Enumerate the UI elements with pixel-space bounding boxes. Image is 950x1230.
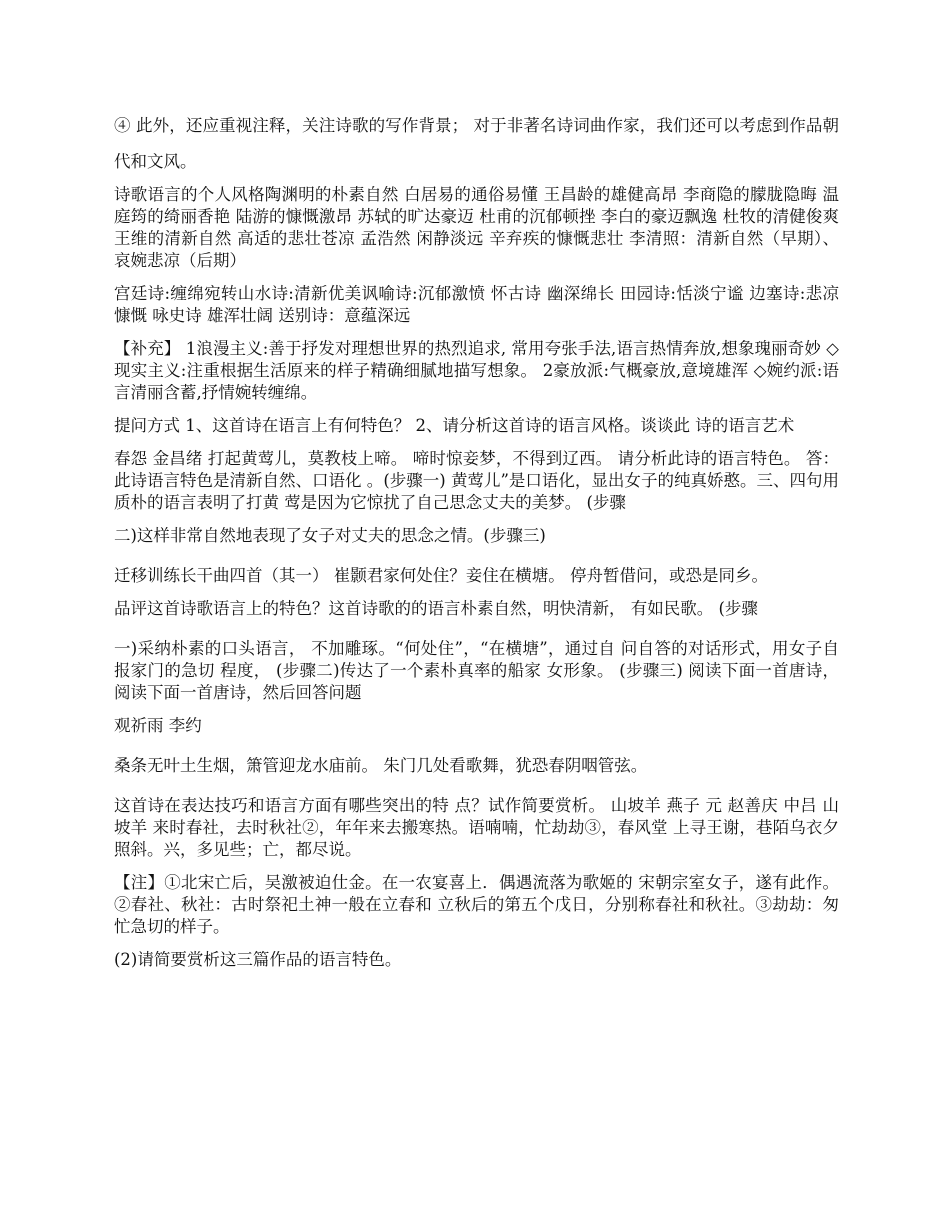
paragraph-supplement: 【补充】 1浪漫主义:善于抒发对理想世界的热烈追求, 常用夸张手法,语言热情奔放,想象瑰丽奇妙 ◇现实主义:注重根据生活原来的样子精确细腻地描写想象。 2豪放派:气概豪放,意境雄浑 ◇婉约派:语言清丽含蓄,抒情婉转缠绵。: [114, 339, 839, 402]
document-page: [114, 108, 839, 982]
paragraph-evaluation-steps: 一)采纳朴素的口头语言， 不加雕琢。“何处住”，“在横塘”，通过自 问自答的对话形式，用女子自报家门的急切 程度， (步骤二)传达了一个素朴真率的船家 女形象。 (步骤三) 阅读下面一首唐诗， 阅读下面一首唐诗，然后回答问题: [114, 639, 839, 702]
paragraph-example-step3: 二)这样非常自然地表现了女子对丈夫的思念之情。(步骤三): [114, 526, 546, 545]
paragraph-poem-text: 桑条无叶土生烟，箫管迎龙水庙前。 朱门几处看歌舞，犹恐春阴咽管弦。: [114, 756, 648, 775]
paragraph-poem-title: 观祈雨 李约: [114, 716, 202, 735]
paragraph-context-note: ④ 此外，还应重视注释，关注诗歌的写作背景； 对于非著名诗词曲作家，我们还可以考虑到作品朝代和文风。: [114, 116, 839, 171]
paragraph-annotation: 【注】①北宋亡后，吴激被迫仕金。在一农宴喜上．偶遇流落为歌姬的 宋朝宗室女子，遂有此作。②春社、秋社：古时祭祀土神一般在立春和 立秋后的第五个戊日，分别称春社和秋社。③劫劫：匆忙急切的样子。: [114, 873, 839, 936]
paragraph-analysis-question: 这首诗在表达技巧和语言方面有哪些突出的特 点？试作简要赏析。 山坡羊 燕子 元 赵善庆 中吕 山坡羊 来时春社，去时秋社②，年年来去搬寒热。语喃喃，忙劫劫③，春风堂 上寻王谢，巷陌乌衣夕照斜。兴，多见些；亡，都尽说。: [114, 796, 839, 859]
paragraph-transfer-training: 迁移训练长干曲四首（其一） 崔颢君家何处住？妾住在横塘。 停舟暂借问，或恐是同乡。: [114, 566, 768, 585]
paragraph-evaluation: 品评这首诗歌语言上的特色？这首诗歌的的语言朴素自然，明快清新， 有如民歌。 (步骤: [114, 599, 758, 618]
paragraph-example-chunyuan: 春怨 金昌绪 打起黄莺儿，莫教枝上啼。 啼时惊妾梦，不得到辽西。 请分析此诗的语言特色。 答：此诗语言特色是清新自然、口语化 。(步骤一) 黄莺儿”是口语化，显出女子的纯真娇憨。三、四句用质朴的语言表明了打黄 莺是因为它惊扰了自己思念丈夫的美梦。 (步骤: [114, 449, 839, 512]
paragraph-poem-types: 宫廷诗:缠绵宛转山水诗:清新优美讽喻诗:沉郁激愤 怀古诗 幽深绵长 田园诗:恬淡宁谧 边塞诗:悲凉慷慨 咏史诗 雄浑壮阔 送别诗：意蕴深远: [114, 284, 839, 325]
paragraph-final-question: (2)请简要赏析这三篇作品的语言特色。: [114, 950, 402, 969]
paragraph-question-forms: 提问方式 1、这首诗在语言上有何特色？ 2、请分析这首诗的语言风格。谈谈此 诗的语言艺术: [114, 416, 795, 435]
paragraph-poet-styles: 诗歌语言的个人风格陶渊明的朴素自然 白居易的通俗易懂 王昌龄的雄健高昂 李商隐的朦胧隐晦 温庭筠的绮丽香艳 陆游的慷慨激昂 苏轼的旷达豪迈 杜甫的沉郁顿挫 李白的豪迈飘逸 杜牧的清健俊爽 王维的清新自然 高适的悲壮苍凉 孟浩然 闲静淡远 辛弃疾的慷慨悲壮 李清照：清新自然（早期）、哀婉悲凉（后期）: [114, 185, 839, 270]
